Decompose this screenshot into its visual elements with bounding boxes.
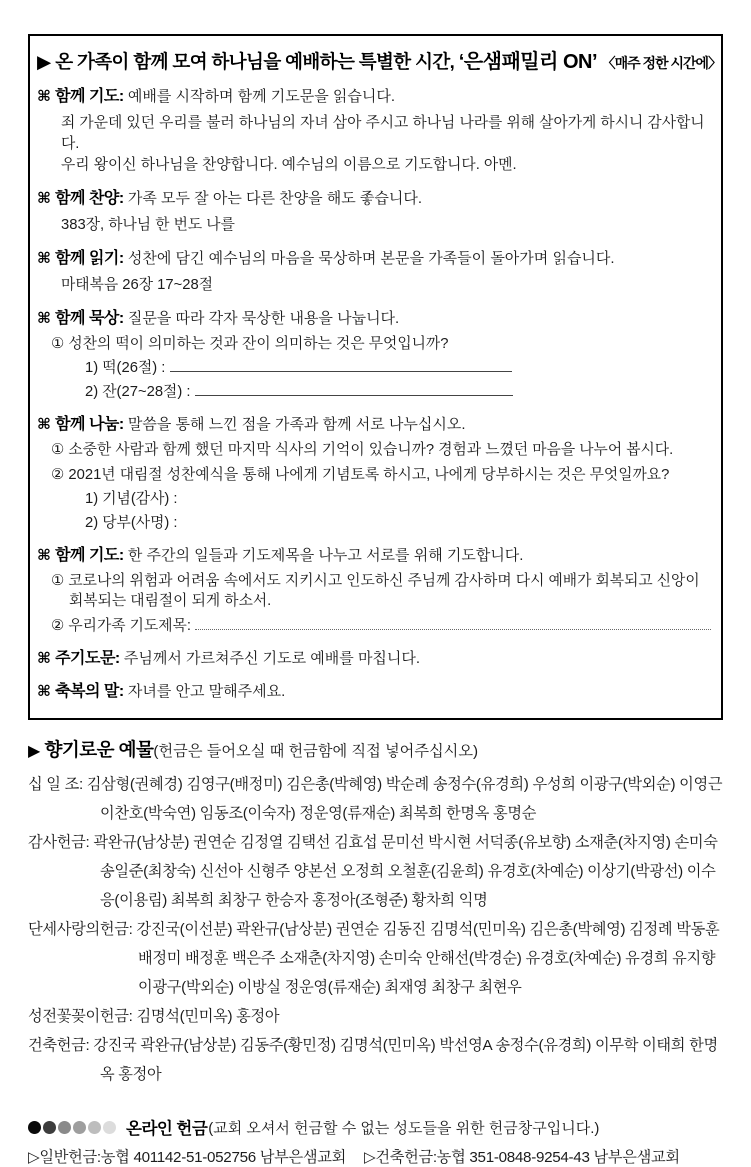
section-heading [37, 189, 711, 209]
fill-in-label: 2) 잔(27~28절) : [85, 384, 191, 400]
offering-label: 십 일 조: [28, 776, 83, 793]
section-heading [37, 87, 711, 107]
offering-item-building [28, 1031, 723, 1089]
offering-names: 곽완규(남상분) 권연순 김정열 김택선 김효섭 문미선 박시현 서덕종(유보향) 소재춘(차지영) 손미숙 송일준(최창숙) 신선아 신형주 양본선 오정희 오철훈(김윤희) 유경호(차예순) 이상기(박광선) 이수응(이용림) 최복희 최창구 한승자 홍정아(조형준) 황차희 익명 [93, 834, 718, 909]
section-lords-prayer [37, 649, 711, 669]
dot-icon [58, 1121, 71, 1134]
section-reading [37, 249, 711, 296]
family-worship-box [28, 34, 723, 720]
section-heading [37, 546, 711, 566]
dot-icon [73, 1121, 86, 1134]
section-heading [37, 649, 711, 669]
section-label: 함께 묵상: [55, 310, 124, 327]
section-meditation [37, 309, 711, 402]
online-heading [28, 1115, 723, 1139]
account-building: ▷건축헌금:농협 351-0848-9254-43 남부은샘교회 [363, 1149, 680, 1166]
offering-item-tithe [28, 770, 723, 828]
section-desc: 예배를 시작하며 함께 기도문을 읽습니다. [127, 88, 396, 105]
fill-in-line [85, 489, 711, 509]
online-offering-section [28, 1115, 723, 1167]
section-heading [37, 682, 711, 702]
section-heading [37, 249, 711, 269]
question-line: ① 성찬의 떡이 의미하는 것과 잔이 의미하는 것은 무엇입니까? [51, 336, 449, 352]
dot-icon [43, 1121, 56, 1134]
fill-in-label: 1) 떡(26절) : [85, 360, 166, 376]
dot-icon [88, 1121, 101, 1134]
command-icon: ⌘ [37, 88, 51, 105]
section-desc: 질문을 따라 각자 묵상한 내용을 나눕니다. [127, 310, 400, 327]
section-blessing [37, 682, 711, 702]
section-heading [37, 309, 711, 329]
command-icon: ⌘ [37, 250, 51, 267]
offering-heading [28, 736, 723, 762]
question-line: ① 소중한 사람과 함께 했던 마지막 식사의 기억이 있습니까? 경험과 느꼈던 마음을 나누어 봅시다. [51, 442, 674, 458]
command-icon: ⌘ [37, 416, 51, 433]
offering-section [28, 736, 723, 1089]
section-label: 주기도문: [55, 650, 120, 667]
offering-names: 강진국(이선분) 곽완규(남상분) 권연순 김동진 김명석(민미옥) 김은총(박혜영) 김정례 박동훈 배정미 배정훈 백은주 소재춘(차지영) 손미숙 안해선(박경순) 유경호(차예순) 유경희 유지향 이광구(박외순) 이방실 정운영(류재순) 최재영 최창구 최현우 [136, 921, 720, 996]
section-label: 함께 찬양: [55, 190, 124, 207]
section-sharing [37, 415, 711, 533]
offering-label: 감사헌금: [28, 834, 90, 851]
box-title [37, 45, 722, 74]
offering-item-flower [28, 1002, 723, 1031]
command-icon: ⌘ [37, 310, 51, 327]
hymn-reference: 383장, 하나님 한 번도 나를 [61, 217, 235, 233]
section-label: 함께 나눔: [55, 416, 124, 433]
account-general: ▷일반헌금:농협 401142-51-052756 남부은샘교회 [28, 1149, 347, 1166]
section-label: 축복의 말: [55, 683, 124, 700]
offering-item-thanksgiving [28, 828, 723, 915]
section-desc: 자녀를 안고 말해주세요. [127, 683, 286, 700]
dot-icon [28, 1121, 41, 1134]
section-desc: 말씀을 통해 느낀 점을 가족과 함께 서로 나누십시오. [127, 416, 466, 433]
command-icon: ⌘ [37, 190, 51, 207]
offering-item-danse-love [28, 915, 723, 1002]
scripture-reference: 마태복음 26장 17~28절 [61, 277, 214, 293]
offering-label: 단세사랑의헌금: [28, 921, 133, 938]
dotted-fill-line [195, 617, 711, 630]
online-title: 온라인 헌금 [126, 1120, 208, 1138]
box-title-main: 온 가족이 함께 모여 하나님을 예배하는 특별한 시간, [55, 51, 455, 72]
section-desc: 가족 모두 잘 아는 다른 찬양을 해도 좋습니다. [127, 190, 423, 207]
fill-in-label: 2) 당부(사명) : [85, 515, 178, 531]
offering-names: 강진국 곽완규(남상분) 김동주(황민정) 김명석(민미옥) 박선영A 송정수(유경희) 이무학 이태희 한명옥 홍정아 [93, 1037, 718, 1083]
gradient-dots-icon [28, 1121, 118, 1134]
fill-in-label: 1) 기념(감사) : [85, 491, 178, 507]
section-desc: 주님께서 가르쳐주신 기도로 예배를 마칩니다. [123, 650, 421, 667]
arrow-icon: ▶ [28, 743, 41, 760]
account-lines [28, 1146, 723, 1167]
command-icon: ⌘ [37, 683, 51, 700]
section-praise [37, 189, 711, 236]
offering-names: 김명석(민미옥) 홍정아 [136, 1008, 280, 1025]
offering-label: 성전꽃꽂이헌금: [28, 1008, 133, 1025]
arrow-icon: ▶ [37, 51, 51, 72]
question-line: ② 2021년 대림절 성찬예식을 통해 나에게 기념토록 하시고, 나에게 당부하시는 것은 무엇일까요? [51, 467, 670, 483]
fill-in-line [85, 382, 711, 402]
prayer-topic-line [51, 616, 711, 636]
section-pray-close [37, 546, 711, 636]
body-line: 우리 왕이신 하나님을 찬양합니다. 예수님의 이름으로 기도합니다. 아멘. [61, 157, 517, 173]
section-label: 함께 기도: [55, 547, 124, 564]
box-title-schedule-note: 〈매주 정한 시간에〉 [601, 55, 722, 71]
fill-in-line [85, 358, 711, 378]
section-heading [37, 415, 711, 435]
section-body [61, 113, 711, 176]
offering-title: 향기로운 예물 [44, 739, 154, 760]
section-desc: 성찬에 담긴 예수님의 마음을 묵상하며 본문을 가족들이 돌아가며 읽습니다. [127, 250, 615, 267]
section-body [61, 215, 711, 236]
offering-note: (헌금은 들어오실 때 헌금함에 직접 넣어주십시오) [153, 743, 479, 760]
question-line: ① 코로나의 위험과 어려움 속에서도 지키시고 인도하신 주님께 감사하며 다시 예배가 회복되고 신앙이 회복되는 대림절이 되게 하소서. [51, 573, 700, 609]
box-title-highlight: ‘은샘패밀리 ON’ [458, 51, 598, 73]
command-icon: ⌘ [37, 547, 51, 564]
fill-blank-underline [195, 382, 513, 396]
online-note: (교회 오셔서 헌금할 수 없는 성도들을 위한 헌금창구입니다.) [208, 1119, 600, 1137]
section-label: 함께 읽기: [55, 250, 124, 267]
section-body [61, 275, 711, 296]
prayer-topic-label: ② 우리가족 기도제목: [51, 618, 191, 634]
body-line: 죄 가운데 있던 우리를 불러 하나님의 자녀 삼아 주시고 하나님 나라를 위해 살아가게 하시니 감사합니다. [61, 115, 705, 152]
section-desc: 한 주간의 일들과 기도제목을 나누고 서로를 위해 기도합니다. [127, 547, 524, 564]
command-icon: ⌘ [37, 650, 51, 667]
offering-names: 김삼형(권혜경) 김영구(배정미) 김은총(박혜영) 박순례 송정수(유경희) 우성희 이광구(박외순) 이영근 이찬호(박숙연) 임동조(이숙자) 정운영(류재순) 최복희 한명옥 홍명순 [86, 776, 723, 822]
fill-blank-underline [170, 358, 512, 372]
offering-label: 건축헌금: [28, 1037, 90, 1054]
section-label: 함께 기도: [55, 88, 124, 105]
section-pray-open [37, 87, 711, 176]
dot-icon [103, 1121, 116, 1134]
fill-in-line [85, 513, 711, 533]
